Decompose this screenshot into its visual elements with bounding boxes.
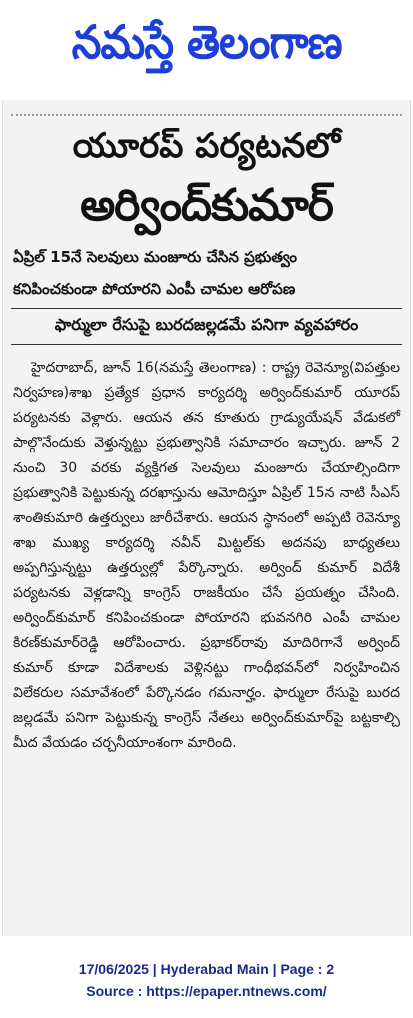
subheadline-2: కనిపించకుండా పోయారని ఎంపీ చామల ఆరోపణ <box>13 280 296 298</box>
news-clipping <box>2 100 411 936</box>
newspaper-masthead <box>0 0 413 96</box>
dotted-divider <box>11 114 402 116</box>
footer-edition-info: 17/06/2025 | Hyderabad Main | Page : 2 <box>78 961 335 977</box>
footer-source-link[interactable]: Source : https://epaper.ntnews.com/ <box>86 983 327 999</box>
headline-line-1: యూరప్ పర్యటనలో <box>72 126 341 166</box>
kicker-top-rule <box>11 308 402 309</box>
subheadline-1: ఏప్రిల్ 15నే సెలవులు మంజూరు చేసిన ప్రభుత్వం <box>13 248 298 266</box>
kicker-line: ఫార్ములా రేసుపై బురదజల్లడమే పనిగా వ్యవహారం <box>54 315 359 334</box>
article-paragraph: హైదరాబాద్, జూన్ 16(నమస్తే తెలంగాణ) : రాష్ట్ర రెవెన్యూ(విపత్తుల నిర్వహణ)శాఖ ప్రత్యేక ప్రధాన కార్యదర్శి అర్వింద్‌కుమార్ యూరప్ పర్యటనకు వెళ్లారు. ఆయన తన కూతురు గ్రాడ్యుయేషన్ వేడుకలో పాల్గొనేందుకు వెళ్తున్నట్టు ప్రభుత్వానికి సమాచారం ఇచ్చారు. జూన్ 2 నుంచి 30 వరకు వ్యక్తిగత సెలవులు మంజూరు చేయాల్సిందిగా ప్రభుత్వానికి పెట్టుకున్న దరఖాస్తును ఆమోదిస్తూ ఏప్రిల్ 15న నాటి సీఎస్ శాంతికుమారి ఉత్తర్వులు జారీచేశారు. ఆయన స్థానంలో అప్పటి రెవెన్యూ శాఖ ముఖ్య కార్యదర్శి నవీన్ మిట్టల్‌కు అదనపు బాధ్యతలు అప్పగిస్తున్నట్టు ఉత్తర్వుల్లో పేర్కొన్నారు. అర్వింద్ కుమార్ విదేశీ పర్యటనకు వెళ్లడాన్ని కాంగ్రెస్ రాజకీయం చేసే ప్రయత్నం చేసింది. అర్వింద్‌కుమార్ కనిపించకుండా పోయారని భువనగిరి ఎంపీ చామల కిరణ్‌కుమార్‌రెడ్డి ఆరోపించారు. ప్రభాకర్‌రావు మాదిరిగానే అర్వింద్ కుమార్ కూడా విదేశాలకు వెళ్లినట్టు గాంధీభవన్‌లో నిర్వహించిన విలేకరుల సమావేశంలో పేర్కొనడం గమనార్హం. ఫార్ములా రేసుపై బురద జల్లడమే పనిగా పెట్టుకున్న కాంగ్రెస్ నేతలు అర్వింద్‌కుమార్‌పై బట్టకాల్చి మీద వేయడం చర్చనీయాంశంగా మారింది. <box>13 360 400 751</box>
masthead-title: నమస్తే తెలంగాణ <box>71 15 342 69</box>
page-footer <box>0 958 413 1002</box>
article-body <box>13 356 400 756</box>
kicker-bottom-rule <box>11 344 402 345</box>
headline-line-2: అర్వింద్‌కుమార్ <box>80 180 333 231</box>
